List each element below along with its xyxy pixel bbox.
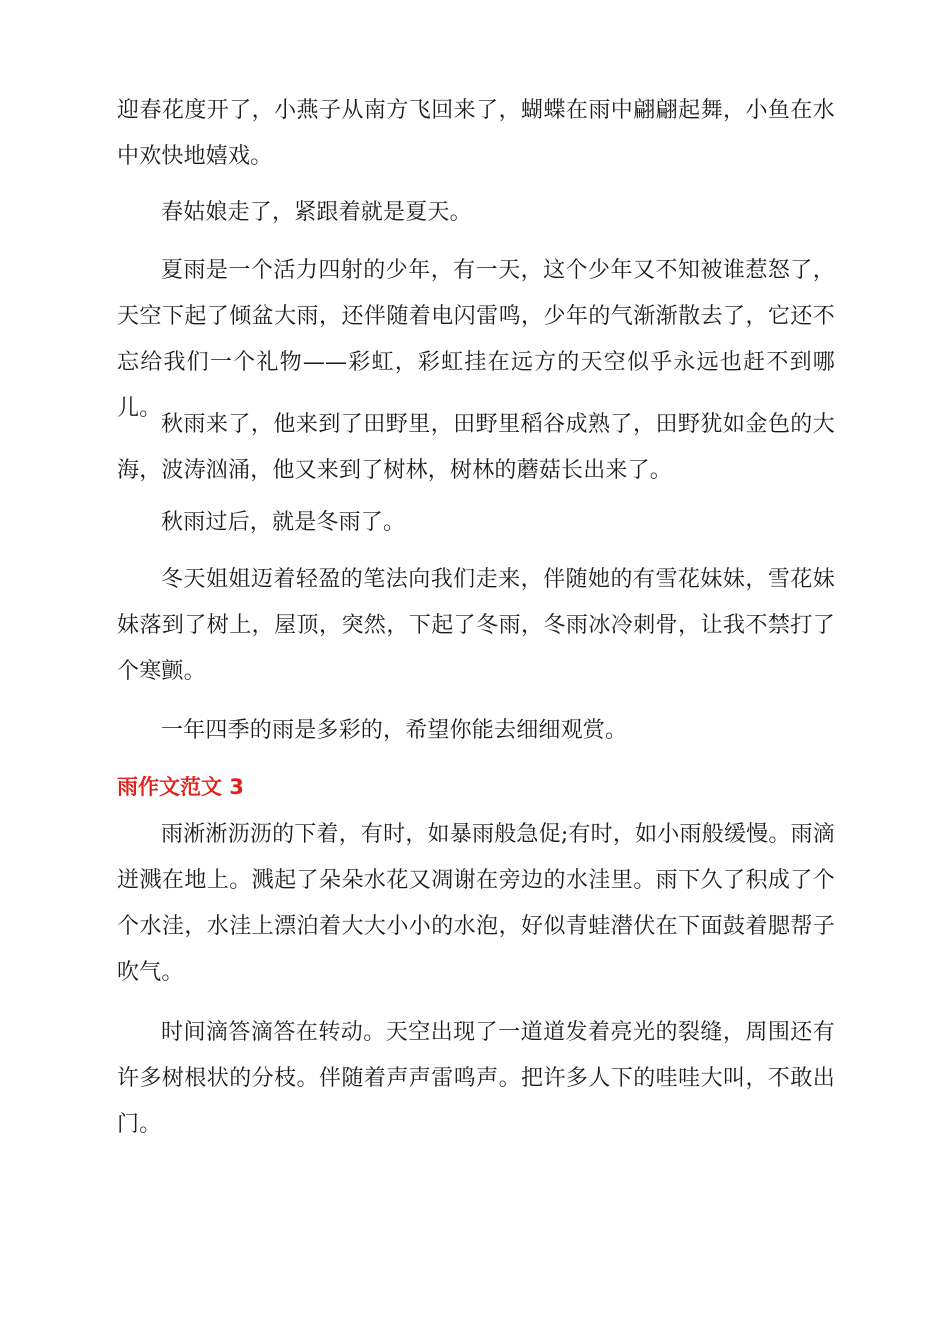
paragraph-summer-rain: 夏雨是一个活力四射的少年，有一天，这个少年又不知被谁惹怒了，天空下起了倾盆大雨，还伴随着电闪雷鸣，少年的气渐渐散去了，它还不忘给我们一个礼物——彩虹，彩虹挂在远方的天空似乎永远也赶不到哪儿。 — [117, 258, 835, 421]
paragraph-after-autumn: 秋雨过后，就是冬雨了。 — [161, 510, 406, 535]
paragraph-conclusion: 一年四季的雨是多彩的，希望你能去细细观赏。 — [161, 718, 628, 743]
paragraph-autumn-rain: 秋雨来了，他来到了田野里，田野里稻谷成熟了，田野犹如金色的大海，波涛汹涌，他又来到了树林，树林的蘑菇长出来了。 — [117, 412, 835, 483]
paragraph-spring-continued: 迎春花度开了，小燕子从南方飞回来了，蝴蝶在雨中翩翩起舞，小鱼在水中欢快地嬉戏。 — [117, 98, 835, 169]
paragraph-spring-leaves: 春姑娘走了，紧跟着就是夏天。 — [161, 200, 472, 225]
paragraph-rain-falling: 雨淅淅沥沥的下着，有时，如暴雨般急促;有时，如小雨般缓慢。雨滴迸溅在地上。溅起了朵朵水花又凋谢在旁边的水洼里。雨下久了积成了个个水洼，水洼上漂泊着大大小小的水泡，好似青蛙潜伏在下面鼓着腮帮子吹气。 — [117, 822, 835, 985]
section-heading: 雨作文范文 3 — [117, 775, 244, 799]
paragraph-winter-rain: 冬天姐姐迈着轻盈的笔法向我们走来，伴随她的有雪花妹妹，雪花妹妹落到了树上，屋顶，突然，下起了冬雨，冬雨冰冷刺骨，让我不禁打了个寒颤。 — [117, 567, 835, 684]
paragraph-thunder: 时间滴答滴答在转动。天空出现了一道道发着亮光的裂缝，周围还有许多树根状的分枝。伴随着声声雷鸣声。把许多人下的哇哇大叫，不敢出门。 — [117, 1020, 835, 1137]
